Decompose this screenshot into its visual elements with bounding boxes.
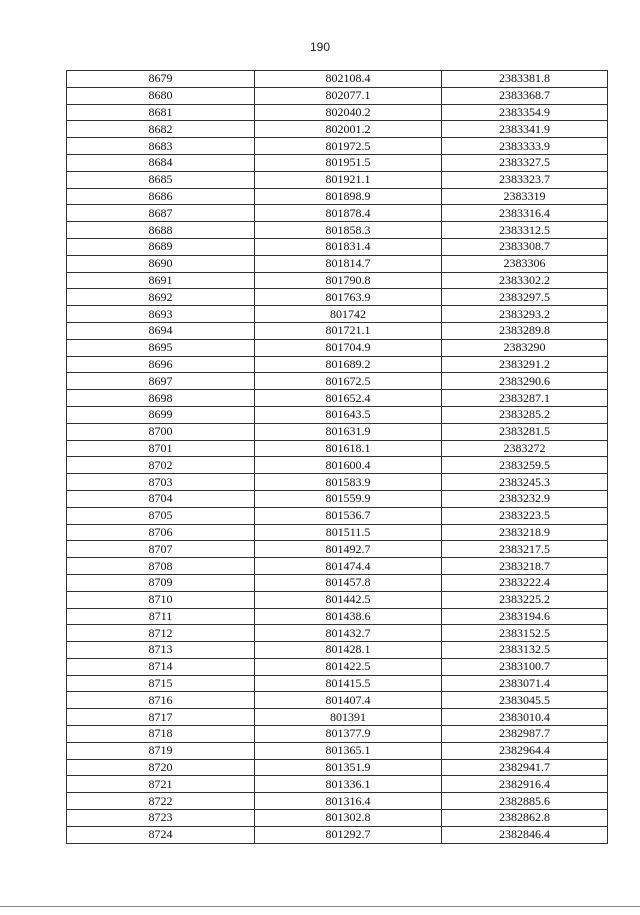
y-coordinate-cell: 2382916.4: [442, 776, 608, 793]
table-row: [67, 339, 608, 356]
y-coordinate-cell: 2383218.9: [442, 524, 608, 541]
point-number-cell: 8699: [67, 406, 255, 423]
y-coordinate-cell: 2383302.2: [442, 272, 608, 289]
x-coordinate-cell: 801407.4: [255, 692, 442, 709]
y-coordinate-cell: 2383297.5: [442, 289, 608, 306]
y-coordinate-cell: 2383291.2: [442, 356, 608, 373]
x-coordinate-cell: 801672.5: [255, 373, 442, 390]
y-coordinate-cell: 2383245.3: [442, 474, 608, 491]
table-row: [67, 524, 608, 541]
y-coordinate-cell: 2383225.2: [442, 591, 608, 608]
y-coordinate-cell: 2383132.5: [442, 642, 608, 659]
y-coordinate-cell: 2383194.6: [442, 608, 608, 625]
table-row: [67, 322, 608, 339]
point-number-cell: 8688: [67, 222, 255, 239]
table-row: [67, 71, 608, 88]
y-coordinate-cell: 2383223.5: [442, 507, 608, 524]
x-coordinate-cell: 801790.8: [255, 272, 442, 289]
x-coordinate-cell: 801858.3: [255, 222, 442, 239]
y-coordinate-cell: 2383222.4: [442, 574, 608, 591]
table-row: [67, 306, 608, 323]
point-number-cell: 8683: [67, 138, 255, 155]
table-row: [67, 490, 608, 507]
table-row: [67, 692, 608, 709]
page-number: 190: [309, 40, 331, 54]
point-number-cell: 8708: [67, 558, 255, 575]
y-coordinate-cell: 2383071.4: [442, 675, 608, 692]
table-row: [67, 171, 608, 188]
x-coordinate-cell: 801689.2: [255, 356, 442, 373]
x-coordinate-cell: 801492.7: [255, 541, 442, 558]
x-coordinate-cell: 801921.1: [255, 171, 442, 188]
point-number-cell: 8723: [67, 810, 255, 827]
point-number-cell: 8715: [67, 675, 255, 692]
x-coordinate-cell: 801292.7: [255, 826, 442, 843]
point-number-cell: 8722: [67, 793, 255, 810]
y-coordinate-cell: 2383217.5: [442, 541, 608, 558]
x-coordinate-cell: 801442.5: [255, 591, 442, 608]
table-row: [67, 558, 608, 575]
x-coordinate-cell: 801652.4: [255, 390, 442, 407]
table-row: [67, 541, 608, 558]
point-number-cell: 8709: [67, 574, 255, 591]
y-coordinate-cell: 2383290: [442, 339, 608, 356]
x-coordinate-cell: 801391: [255, 709, 442, 726]
point-number-cell: 8721: [67, 776, 255, 793]
point-number-cell: 8691: [67, 272, 255, 289]
table-row: [67, 104, 608, 121]
table-row: [67, 726, 608, 743]
x-coordinate-cell: 801600.4: [255, 457, 442, 474]
x-coordinate-cell: 801457.8: [255, 574, 442, 591]
table-row: [67, 776, 608, 793]
table-row: [67, 356, 608, 373]
point-number-cell: 8717: [67, 709, 255, 726]
x-coordinate-cell: 801898.9: [255, 188, 442, 205]
x-coordinate-cell: 801432.7: [255, 625, 442, 642]
x-coordinate-cell: 801643.5: [255, 406, 442, 423]
point-number-cell: 8713: [67, 642, 255, 659]
y-coordinate-cell: 2382987.7: [442, 726, 608, 743]
point-number-cell: 8696: [67, 356, 255, 373]
x-coordinate-cell: 801583.9: [255, 474, 442, 491]
point-number-cell: 8703: [67, 474, 255, 491]
table-row: [67, 440, 608, 457]
x-coordinate-cell: 801428.1: [255, 642, 442, 659]
point-number-cell: 8718: [67, 726, 255, 743]
y-coordinate-cell: 2383100.7: [442, 658, 608, 675]
y-coordinate-cell: 2383381.8: [442, 71, 608, 88]
point-number-cell: 8720: [67, 759, 255, 776]
point-number-cell: 8679: [67, 71, 255, 88]
x-coordinate-cell: 801474.4: [255, 558, 442, 575]
table-row: [67, 625, 608, 642]
point-number-cell: 8719: [67, 742, 255, 759]
table-row: [67, 474, 608, 491]
table-row: [67, 574, 608, 591]
table-row: [67, 709, 608, 726]
coordinates-table: [66, 70, 608, 844]
x-coordinate-cell: 801631.9: [255, 423, 442, 440]
y-coordinate-cell: 2382862.8: [442, 810, 608, 827]
x-coordinate-cell: 802108.4: [255, 71, 442, 88]
table-row: [67, 222, 608, 239]
point-number-cell: 8680: [67, 87, 255, 104]
table-row: [67, 591, 608, 608]
point-number-cell: 8724: [67, 826, 255, 843]
point-number-cell: 8681: [67, 104, 255, 121]
x-coordinate-cell: 801302.8: [255, 810, 442, 827]
point-number-cell: 8698: [67, 390, 255, 407]
table-row: [67, 742, 608, 759]
point-number-cell: 8689: [67, 238, 255, 255]
x-coordinate-cell: 801351.9: [255, 759, 442, 776]
x-coordinate-cell: 802040.2: [255, 104, 442, 121]
point-number-cell: 8682: [67, 121, 255, 138]
point-number-cell: 8694: [67, 322, 255, 339]
y-coordinate-cell: 2383010.4: [442, 709, 608, 726]
x-coordinate-cell: 801336.1: [255, 776, 442, 793]
x-coordinate-cell: 801438.6: [255, 608, 442, 625]
y-coordinate-cell: 2383306: [442, 255, 608, 272]
x-coordinate-cell: 801377.9: [255, 726, 442, 743]
x-coordinate-cell: 801536.7: [255, 507, 442, 524]
table-row: [67, 188, 608, 205]
table-row: [67, 390, 608, 407]
y-coordinate-cell: 2383341.9: [442, 121, 608, 138]
y-coordinate-cell: 2382964.4: [442, 742, 608, 759]
x-coordinate-cell: 801721.1: [255, 322, 442, 339]
table-row: [67, 759, 608, 776]
y-coordinate-cell: 2382885.6: [442, 793, 608, 810]
x-coordinate-cell: 801316.4: [255, 793, 442, 810]
table-row: [67, 272, 608, 289]
x-coordinate-cell: 801763.9: [255, 289, 442, 306]
point-number-cell: 8685: [67, 171, 255, 188]
y-coordinate-cell: 2382941.7: [442, 759, 608, 776]
x-coordinate-cell: 801422.5: [255, 658, 442, 675]
y-coordinate-cell: 2383323.7: [442, 171, 608, 188]
y-coordinate-cell: 2383333.9: [442, 138, 608, 155]
page-bottom-edge: [0, 906, 640, 907]
table-row: [67, 793, 608, 810]
point-number-cell: 8693: [67, 306, 255, 323]
y-coordinate-cell: 2383287.1: [442, 390, 608, 407]
point-number-cell: 8684: [67, 154, 255, 171]
point-number-cell: 8712: [67, 625, 255, 642]
table-row: [67, 205, 608, 222]
point-number-cell: 8690: [67, 255, 255, 272]
y-coordinate-cell: 2383152.5: [442, 625, 608, 642]
table-row: [67, 658, 608, 675]
y-coordinate-cell: 2383319: [442, 188, 608, 205]
table-row: [67, 138, 608, 155]
point-number-cell: 8710: [67, 591, 255, 608]
table-row: [67, 289, 608, 306]
x-coordinate-cell: 801704.9: [255, 339, 442, 356]
x-coordinate-cell: 801831.4: [255, 238, 442, 255]
table-row: [67, 238, 608, 255]
point-number-cell: 8701: [67, 440, 255, 457]
x-coordinate-cell: 801365.1: [255, 742, 442, 759]
x-coordinate-cell: 801742: [255, 306, 442, 323]
y-coordinate-cell: 2383045.5: [442, 692, 608, 709]
y-coordinate-cell: 2383290.6: [442, 373, 608, 390]
table-row: [67, 608, 608, 625]
table-row: [67, 154, 608, 171]
coordinates-table-container: [66, 70, 607, 844]
y-coordinate-cell: 2383316.4: [442, 205, 608, 222]
x-coordinate-cell: 801951.5: [255, 154, 442, 171]
table-body: [67, 71, 608, 844]
point-number-cell: 8686: [67, 188, 255, 205]
y-coordinate-cell: 2383289.8: [442, 322, 608, 339]
y-coordinate-cell: 2383368.7: [442, 87, 608, 104]
point-number-cell: 8714: [67, 658, 255, 675]
table-row: [67, 121, 608, 138]
point-number-cell: 8704: [67, 490, 255, 507]
x-coordinate-cell: 801878.4: [255, 205, 442, 222]
table-row: [67, 423, 608, 440]
y-coordinate-cell: 2383312.5: [442, 222, 608, 239]
y-coordinate-cell: 2383218.7: [442, 558, 608, 575]
table-row: [67, 255, 608, 272]
x-coordinate-cell: 801814.7: [255, 255, 442, 272]
point-number-cell: 8706: [67, 524, 255, 541]
table-row: [67, 373, 608, 390]
y-coordinate-cell: 2383293.2: [442, 306, 608, 323]
x-coordinate-cell: 802077.1: [255, 87, 442, 104]
y-coordinate-cell: 2383354.9: [442, 104, 608, 121]
y-coordinate-cell: 2383281.5: [442, 423, 608, 440]
point-number-cell: 8711: [67, 608, 255, 625]
point-number-cell: 8716: [67, 692, 255, 709]
y-coordinate-cell: 2383327.5: [442, 154, 608, 171]
table-row: [67, 642, 608, 659]
point-number-cell: 8687: [67, 205, 255, 222]
point-number-cell: 8700: [67, 423, 255, 440]
x-coordinate-cell: 801511.5: [255, 524, 442, 541]
point-number-cell: 8692: [67, 289, 255, 306]
x-coordinate-cell: 801972.5: [255, 138, 442, 155]
point-number-cell: 8707: [67, 541, 255, 558]
y-coordinate-cell: 2383285.2: [442, 406, 608, 423]
y-coordinate-cell: 2382846.4: [442, 826, 608, 843]
table-row: [67, 507, 608, 524]
point-number-cell: 8697: [67, 373, 255, 390]
point-number-cell: 8695: [67, 339, 255, 356]
point-number-cell: 8702: [67, 457, 255, 474]
x-coordinate-cell: 801559.9: [255, 490, 442, 507]
y-coordinate-cell: 2383308.7: [442, 238, 608, 255]
y-coordinate-cell: 2383259.5: [442, 457, 608, 474]
y-coordinate-cell: 2383272: [442, 440, 608, 457]
table-row: [67, 826, 608, 843]
table-row: [67, 406, 608, 423]
table-row: [67, 457, 608, 474]
x-coordinate-cell: 801415.5: [255, 675, 442, 692]
table-row: [67, 675, 608, 692]
x-coordinate-cell: 802001.2: [255, 121, 442, 138]
y-coordinate-cell: 2383232.9: [442, 490, 608, 507]
point-number-cell: 8705: [67, 507, 255, 524]
table-row: [67, 87, 608, 104]
table-row: [67, 810, 608, 827]
x-coordinate-cell: 801618.1: [255, 440, 442, 457]
